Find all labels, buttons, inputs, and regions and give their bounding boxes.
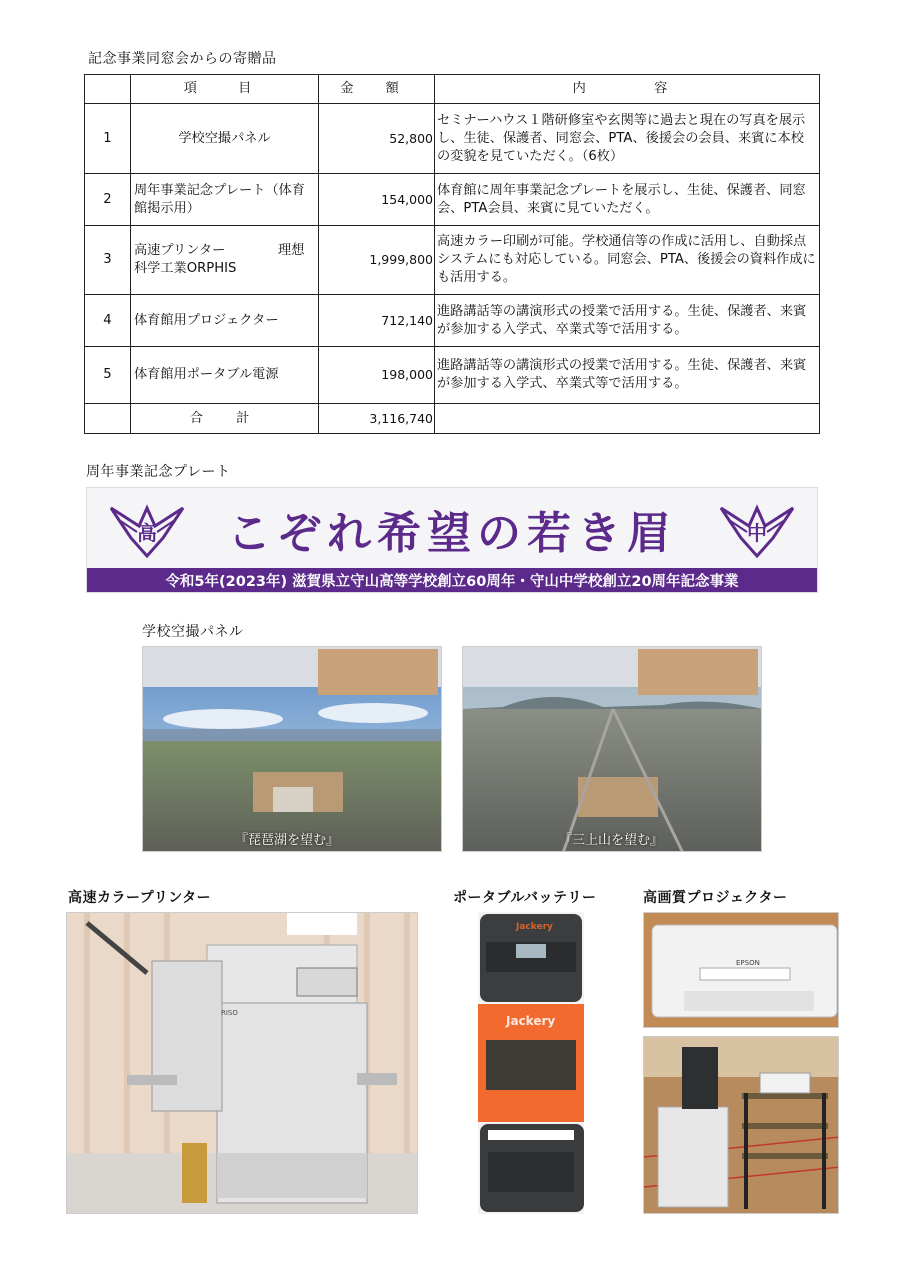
- projector-gym-image: [644, 1037, 839, 1214]
- header-content: 内 容: [435, 75, 820, 104]
- plate-title: 周年事業記念プレート: [86, 464, 231, 480]
- row-content: 進路講話等の講演形式の授業で活用する。生徒、保護者、来賓が参加する入学式、卒業式等で活用する。: [435, 347, 820, 404]
- plate-footer: 令和5年(2023年) 滋賀県立守山高等学校創立60周年・守山中学校創立20周年記念事業: [87, 568, 817, 592]
- donations-title: 記念事業同窓会からの寄贈品: [88, 51, 277, 67]
- aerial-title: 学校空撮パネル: [142, 624, 244, 640]
- row-amount: 712,140: [319, 295, 435, 347]
- projector-photo-gym: [643, 1036, 839, 1214]
- total-amount: 3,116,740: [319, 404, 435, 434]
- projector-photo-closeup: [643, 912, 839, 1028]
- aerial-photo-biwako: [142, 646, 442, 852]
- projector-closeup-image: [644, 913, 839, 1028]
- total-no: [85, 404, 131, 434]
- printer-photo: [66, 912, 418, 1214]
- table-header-row: [85, 75, 820, 104]
- row-content: 体育館に周年事業記念プレートを展示し、生徒、保護者、同窓会、PTA会員、来賓に見ていただく。: [435, 174, 820, 226]
- row-no: 1: [85, 104, 131, 174]
- aerial-caption-biwako: 『琵琶湖を望む』: [235, 833, 340, 848]
- aerial-image-biwako: [143, 647, 442, 852]
- school-emblem-right: [719, 498, 795, 560]
- table-row: [85, 226, 820, 295]
- header-no: [85, 75, 131, 104]
- plate-slogan: こぞれ希望の若き眉: [227, 508, 677, 559]
- printer-brand-label: RISO: [221, 1009, 238, 1017]
- emblem-left-char: 高: [137, 521, 157, 545]
- table-total-row: [85, 404, 820, 434]
- row-no: 4: [85, 295, 131, 347]
- emblem-right-char: 中: [747, 521, 767, 545]
- table-row: [85, 295, 820, 347]
- printer-image: [67, 913, 418, 1214]
- row-content: 高速カラー印刷が可能。学校通信等の作成に活用し、自動採点システムにも対応している。同窓会、PTA、後援会の資料作成にも活用する。: [435, 226, 820, 295]
- projector-title: 高画質プロジェクター: [643, 890, 788, 906]
- battery-photo: [478, 912, 584, 1214]
- donation-table: [84, 74, 820, 434]
- aerial-caption-mikamiyama: 『三上山を望む』: [559, 833, 664, 848]
- row-no: 2: [85, 174, 131, 226]
- table-row: [85, 347, 820, 404]
- row-amount: 52,800: [319, 104, 435, 174]
- battery-image: [478, 912, 584, 1214]
- row-item: 高速プリンター 理想科学工業ORPHIS: [131, 226, 319, 295]
- row-item: 学校空撮パネル: [131, 104, 319, 174]
- row-item: 体育館用ポータブル電源: [131, 347, 319, 404]
- battery-title: ポータブルバッテリー: [453, 890, 597, 906]
- row-content: 進路講話等の講演形式の授業で活用する。生徒、保護者、来賓が参加する入学式、卒業式等で活用する。: [435, 295, 820, 347]
- projector-brand-label: EPSON: [736, 959, 760, 967]
- total-content: [435, 404, 820, 434]
- aerial-image-mikamiyama: [463, 647, 762, 852]
- row-amount: 198,000: [319, 347, 435, 404]
- total-label: 合 計: [131, 404, 319, 434]
- row-no: 5: [85, 347, 131, 404]
- row-amount: 1,999,800: [319, 226, 435, 295]
- row-item: 体育館用プロジェクター: [131, 295, 319, 347]
- commemorative-plate-banner: [86, 487, 818, 593]
- header-item: 項 目: [131, 75, 319, 104]
- printer-title: 高速カラープリンター: [68, 890, 212, 906]
- table-row: [85, 104, 820, 174]
- row-amount: 154,000: [319, 174, 435, 226]
- row-no: 3: [85, 226, 131, 295]
- row-content: セミナーハウス１階研修室や玄関等に過去と現在の写真を展示し、生徒、保護者、同窓会、PTA、後援会の会員、来賓に本校の変貌を見ていただく。（6枚）: [435, 104, 820, 174]
- aerial-photo-mikamiyama: [462, 646, 762, 852]
- header-amount: 金 額: [319, 75, 435, 104]
- battery-brand-box: Jackery: [506, 1014, 556, 1028]
- battery-brand-top: Jackery: [516, 922, 553, 932]
- table-row: [85, 174, 820, 226]
- row-item: 周年事業記念プレート（体育館掲示用）: [131, 174, 319, 226]
